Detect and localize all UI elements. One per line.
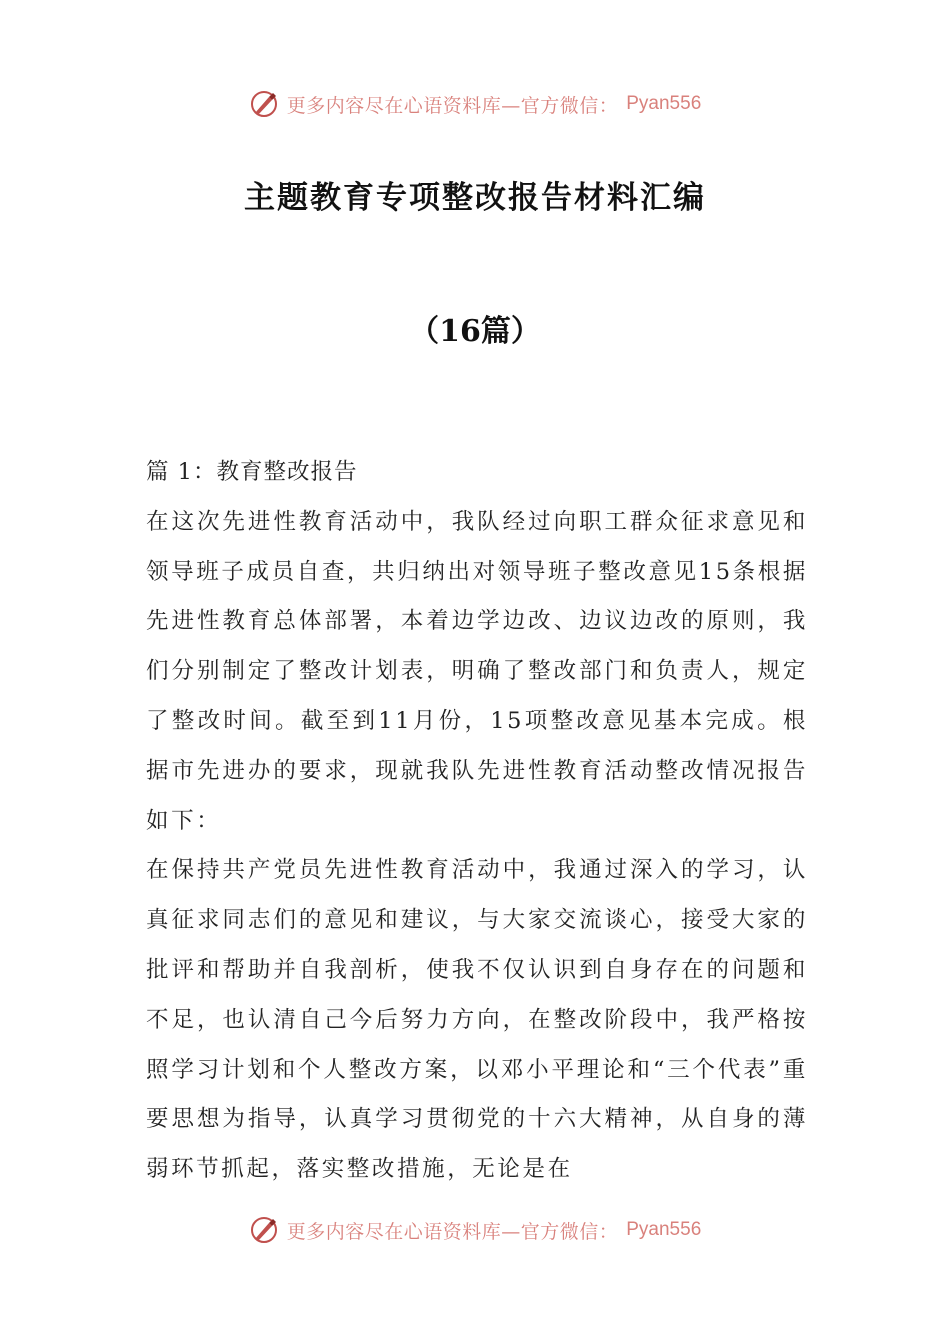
watermark-text: 更多内容尽在心语资料库—官方微信： xyxy=(286,94,619,117)
header-watermark xyxy=(0,84,950,124)
paragraph: 在这次先进性教育活动中，我队经过向职工群众征求意见和领导班子成员自查，共归纳出对领导班子整改意见15条根据先进性教育总体部署，本着边学边改、边议边改的原则，我们分别制定了整改计划表，明确了整改部门和负责人，规定了整改时间。截至到11月份，15项整改意见基本完成。根据市先进办的要求，现就我队先进性教育活动整改情况报告如下： xyxy=(146,508,808,834)
footer-watermark xyxy=(0,1210,950,1250)
watermark-wechat-id: Pyan556 xyxy=(626,93,702,114)
document-title: 主题教育专项整改报告材料汇编 xyxy=(244,180,706,216)
watermark-wechat-id: Pyan556 xyxy=(626,1219,702,1240)
document-count: （16篇） xyxy=(409,314,541,349)
paragraph: 在保持共产党员先进性教育活动中，我通过深入的学习，认真征求同志们的意见和建议，与大家交流谈心，接受大家的批评和帮助并自我剖析，使我不仅认识到自身存在的问题和不足，也认清自己今后努力方向，在整改阶段中，我严格按照学习计划和个人整改方案，以邓小平理论和“三个代表”重要思想为指导，认真学习贯彻党的十六大精神，从自身的薄弱环节抓起，落实整改措施，无论是在 xyxy=(146,857,808,1183)
document-body xyxy=(146,448,808,1195)
pen-circle-logo-icon xyxy=(249,89,279,119)
pen-circle-logo-icon xyxy=(249,1215,279,1245)
section-heading: 篇 1：教育整改报告 xyxy=(146,459,358,485)
watermark-text: 更多内容尽在心语资料库—官方微信： xyxy=(286,1220,619,1243)
